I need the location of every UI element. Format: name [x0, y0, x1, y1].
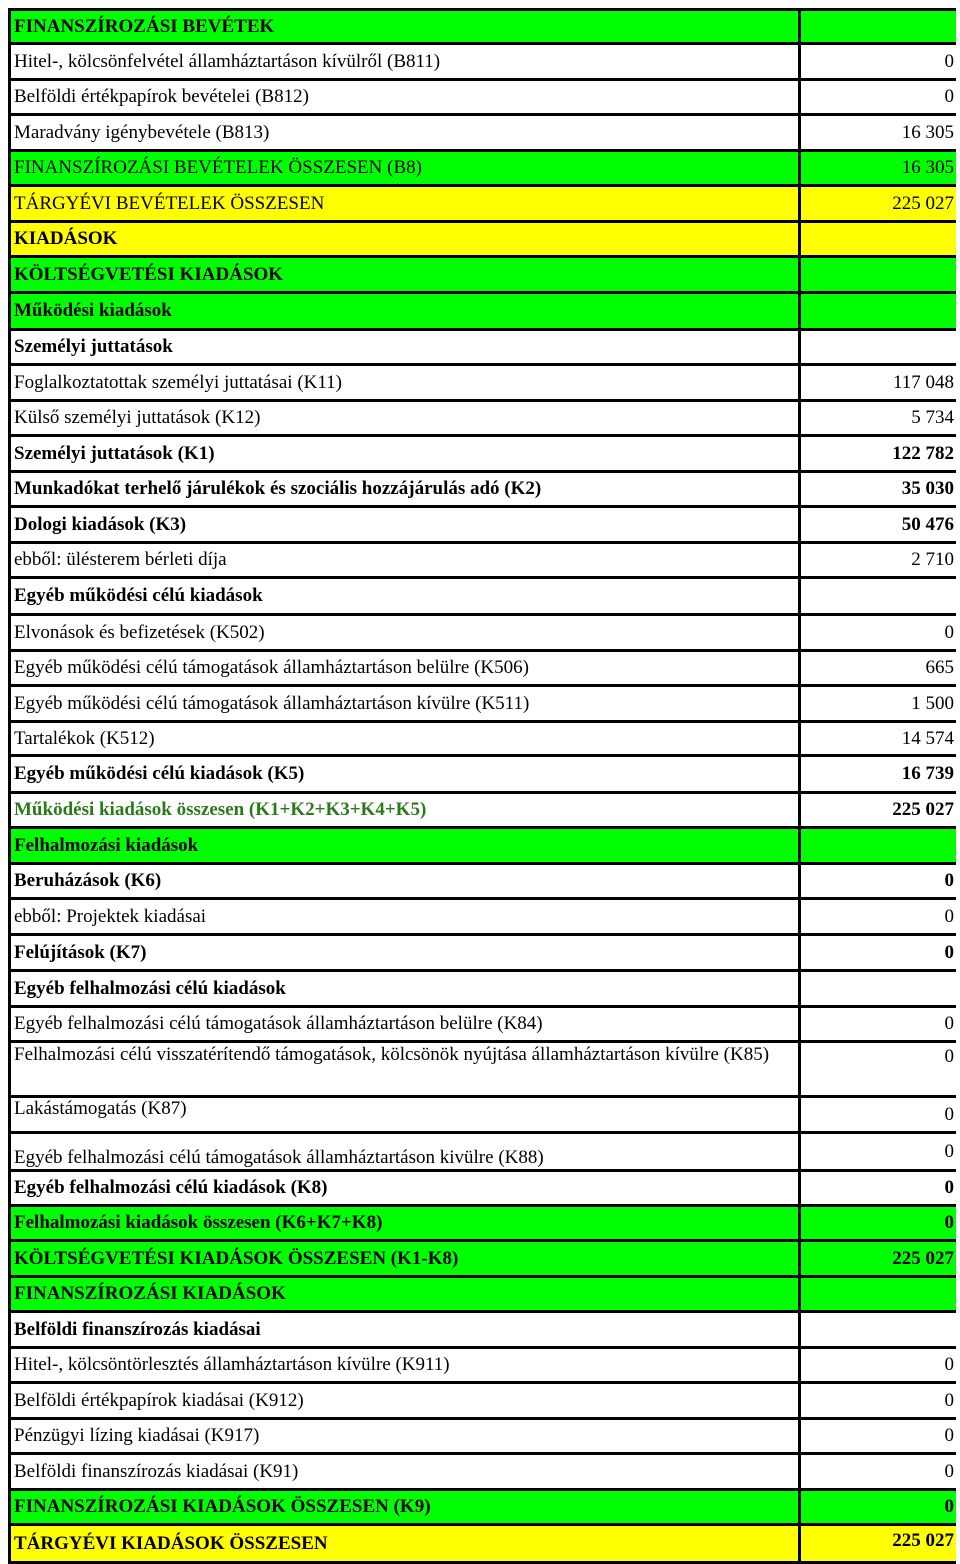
row-value: 117 048	[801, 366, 956, 399]
row-label: FINANSZÍROZÁSI KIADÁSOK	[11, 1278, 798, 1310]
row-label: Egyéb működési célú kiadások	[11, 579, 798, 613]
row-value: 16 305	[801, 116, 956, 149]
row-value: 225 027	[801, 794, 956, 826]
row-value: 0	[801, 1207, 956, 1239]
row-value	[801, 829, 956, 862]
row-value: 0	[801, 45, 956, 78]
row-value: 122 782	[801, 437, 956, 470]
row-value: 0	[801, 1491, 956, 1523]
budget-table	[8, 8, 956, 1564]
row-value: 0	[801, 900, 956, 933]
row-label: Felhalmozási kiadások	[11, 829, 798, 862]
row-label: ebből: Projektek kiadásai	[11, 900, 798, 933]
row-value: 14 574	[801, 723, 956, 754]
row-value: 35 030	[801, 473, 956, 505]
row-label: Belföldi értékpapírok kiadásai (K912)	[11, 1384, 798, 1417]
row-value	[801, 11, 956, 42]
row-label: Hitel-, kölcsönfelvétel államháztartáson kívülről (B811)	[11, 45, 798, 78]
row-value: 0	[801, 1043, 956, 1095]
row-value: 225 027	[801, 1242, 956, 1275]
row-label: FINANSZÍROZÁSI BEVÉTELEK ÖSSZESEN (B8)	[11, 152, 798, 184]
row-label: Egyéb felhalmozási célú kiadások (K8)	[11, 1172, 798, 1204]
row-label: FINANSZÍROZÁSI BEVÉTEK	[11, 11, 798, 42]
row-value	[801, 223, 956, 255]
row-label: Felhalmozási célú visszatérítendő támogatások, kölcsönök nyújtása államháztartáson kívülre (K85)	[11, 1043, 798, 1095]
row-label: Egyéb működési célú támogatások államháztartáson kívülre (K511)	[11, 687, 798, 720]
row-label: Maradvány igénybevétele (B813)	[11, 116, 798, 149]
row-label: Egyéb működési célú kiadások (K5)	[11, 757, 798, 791]
row-value	[801, 1313, 956, 1346]
row-label: Pénzügyi lízing kiadásai (K917)	[11, 1420, 798, 1452]
row-value: 0	[801, 1008, 956, 1040]
row-label: Munkadókat terhelő járulékok és szociális hozzájárulás adó (K2)	[11, 473, 798, 505]
row-label: TÁRGYÉVI BEVÉTELEK ÖSSZESEN	[11, 187, 798, 220]
row-value: 225 027	[801, 1526, 956, 1561]
row-label: Külső személyi juttatások (K12)	[11, 402, 798, 434]
row-value: 0	[801, 1134, 956, 1169]
row-value: 1 500	[801, 687, 956, 720]
row-label: Személyi juttatások	[11, 331, 798, 363]
row-value: 0	[801, 1420, 956, 1452]
row-value	[801, 294, 956, 328]
row-label: TÁRGYÉVI KIADÁSOK ÖSSZESEN	[11, 1526, 798, 1561]
row-label: ebből: ülésterem bérleti díja	[11, 544, 798, 576]
row-value	[801, 972, 956, 1005]
row-label: Belföldi finanszírozás kiadásai (K91)	[11, 1455, 798, 1488]
row-label: FINANSZÍROZÁSI KIADÁSOK ÖSSZESEN (K9)	[11, 1491, 798, 1523]
row-label: Belföldi értékpapírok bevételei (B812)	[11, 81, 798, 113]
row-label: Személyi juttatások (K1)	[11, 437, 798, 470]
row-value: 0	[801, 1349, 956, 1381]
row-value: 50 476	[801, 508, 956, 541]
row-label: Egyéb felhalmozási célú támogatások államháztartáson kivülre (K88)	[11, 1134, 798, 1169]
row-value: 0	[801, 1384, 956, 1417]
row-value	[801, 331, 956, 363]
row-value	[801, 258, 956, 291]
row-label: Működési kiadások	[11, 294, 798, 328]
row-label: Egyéb felhalmozási célú kiadások	[11, 972, 798, 1005]
row-label: Felhalmozási kiadások összesen (K6+K7+K8)	[11, 1207, 798, 1239]
row-label: Hitel-, kölcsöntörlesztés államháztartáson kívülre (K911)	[11, 1349, 798, 1381]
row-label: Dologi kiadások (K3)	[11, 508, 798, 541]
row-value	[801, 579, 956, 613]
row-value	[801, 1278, 956, 1310]
row-label: KÖLTSÉGVETÉSI KIADÁSOK	[11, 258, 798, 291]
row-value: 225 027	[801, 187, 956, 220]
row-value: 2 710	[801, 544, 956, 576]
row-label: Működési kiadások összesen (K1+K2+K3+K4+K5)	[11, 794, 798, 826]
row-label: Egyéb működési célú támogatások államháztartáson belülre (K506)	[11, 652, 798, 684]
row-value: 665	[801, 652, 956, 684]
row-value: 0	[801, 1098, 956, 1131]
row-label: Egyéb felhalmozási célú támogatások államháztartáson belülre (K84)	[11, 1008, 798, 1040]
row-value: 0	[801, 865, 956, 897]
row-label: Foglalkoztatottak személyi juttatásai (K11)	[11, 366, 798, 399]
row-value: 16 305	[801, 152, 956, 184]
row-label: Belföldi finanszírozás kiadásai	[11, 1313, 798, 1346]
row-value: 0	[801, 936, 956, 969]
row-value: 0	[801, 1455, 956, 1488]
row-label: Lakástámogatás (K87)	[11, 1098, 798, 1131]
row-value: 0	[801, 81, 956, 113]
row-label: Elvonások és befizetések (K502)	[11, 616, 798, 649]
row-label: Tartalékok (K512)	[11, 723, 798, 754]
row-label: Felújítások (K7)	[11, 936, 798, 969]
row-value: 16 739	[801, 757, 956, 791]
row-label: KÖLTSÉGVETÉSI KIADÁSOK ÖSSZESEN (K1-K8)	[11, 1242, 798, 1275]
row-label: KIADÁSOK	[11, 223, 798, 255]
row-label: Beruházások (K6)	[11, 865, 798, 897]
row-value: 0	[801, 1172, 956, 1204]
row-value: 0	[801, 616, 956, 649]
row-value: 5 734	[801, 402, 956, 434]
